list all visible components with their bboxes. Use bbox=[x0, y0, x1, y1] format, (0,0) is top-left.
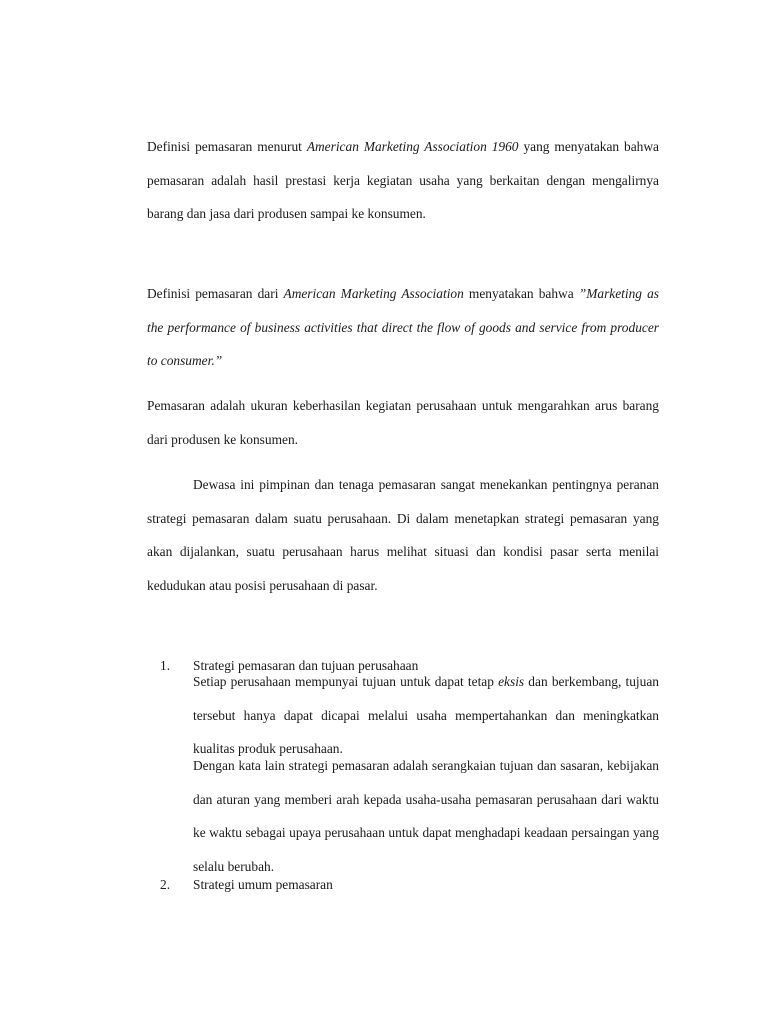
paragraph-ama-1960-definition: Definisi pemasaran menurut American Marketing Association 1960 yang menyatakan bahwa pemasaran adalah hasil prestasi kerja kegiatan usaha yang berkaitan dengan mengalirnya barang dan jasa dari produsen sampai ke konsumen. bbox=[147, 139, 659, 222]
list-item-1-paragraph-2: Dengan kata lain strategi pemasaran adalah serangkaian tujuan dan sasaran, kebijakan dan aturan yang memberi arah kepada usaha-usaha pemasaran perusahaan dari waktu ke waktu sebagai upaya perusahaan untuk dapat menghadapi keadaan persaingan yang selalu berubah. bbox=[193, 758, 659, 874]
paragraph-ama-definition: Definisi pemasaran dari American Marketing Association menyatakan bahwa ”Marketing as the performance of business activities that direct the flow of goods and service from producer to consumer.” bbox=[147, 286, 659, 369]
list-item-2 bbox=[160, 876, 659, 894]
list-number: 1. bbox=[160, 658, 171, 673]
paragraph-marketing-strategy-intro: Dewasa ini pimpinan dan tenaga pemasaran sangat menekankan pentingnya peranan strategi pemasaran dalam suatu perusahaan. Di dalam menetapkan strategi pemasaran yang akan dijalankan, suatu perusahaan harus melihat situasi dan kondisi pasar serta menilai kedudukan atau posisi perusahaan di pasar. bbox=[147, 477, 659, 593]
list-item-1-paragraph-1: Setiap perusahaan mempunyai tujuan untuk dapat tetap eksis dan berkembang, tujuan tersebut hanya dapat dicapai melalui usaha mempertahankan dan meningkatkan kualitas produk perusahaan. bbox=[193, 674, 659, 757]
paragraph-marketing-measure: Pemasaran adalah ukuran keberhasilan kegiatan perusahaan untuk mengarahkan arus barang dari produsen ke konsumen. bbox=[147, 398, 659, 447]
list-item-title: Strategi pemasaran dan tujuan perusahaan bbox=[193, 658, 419, 673]
list-item-title: Strategi umum pemasaran bbox=[193, 877, 333, 892]
list-number: 2. bbox=[160, 877, 171, 892]
